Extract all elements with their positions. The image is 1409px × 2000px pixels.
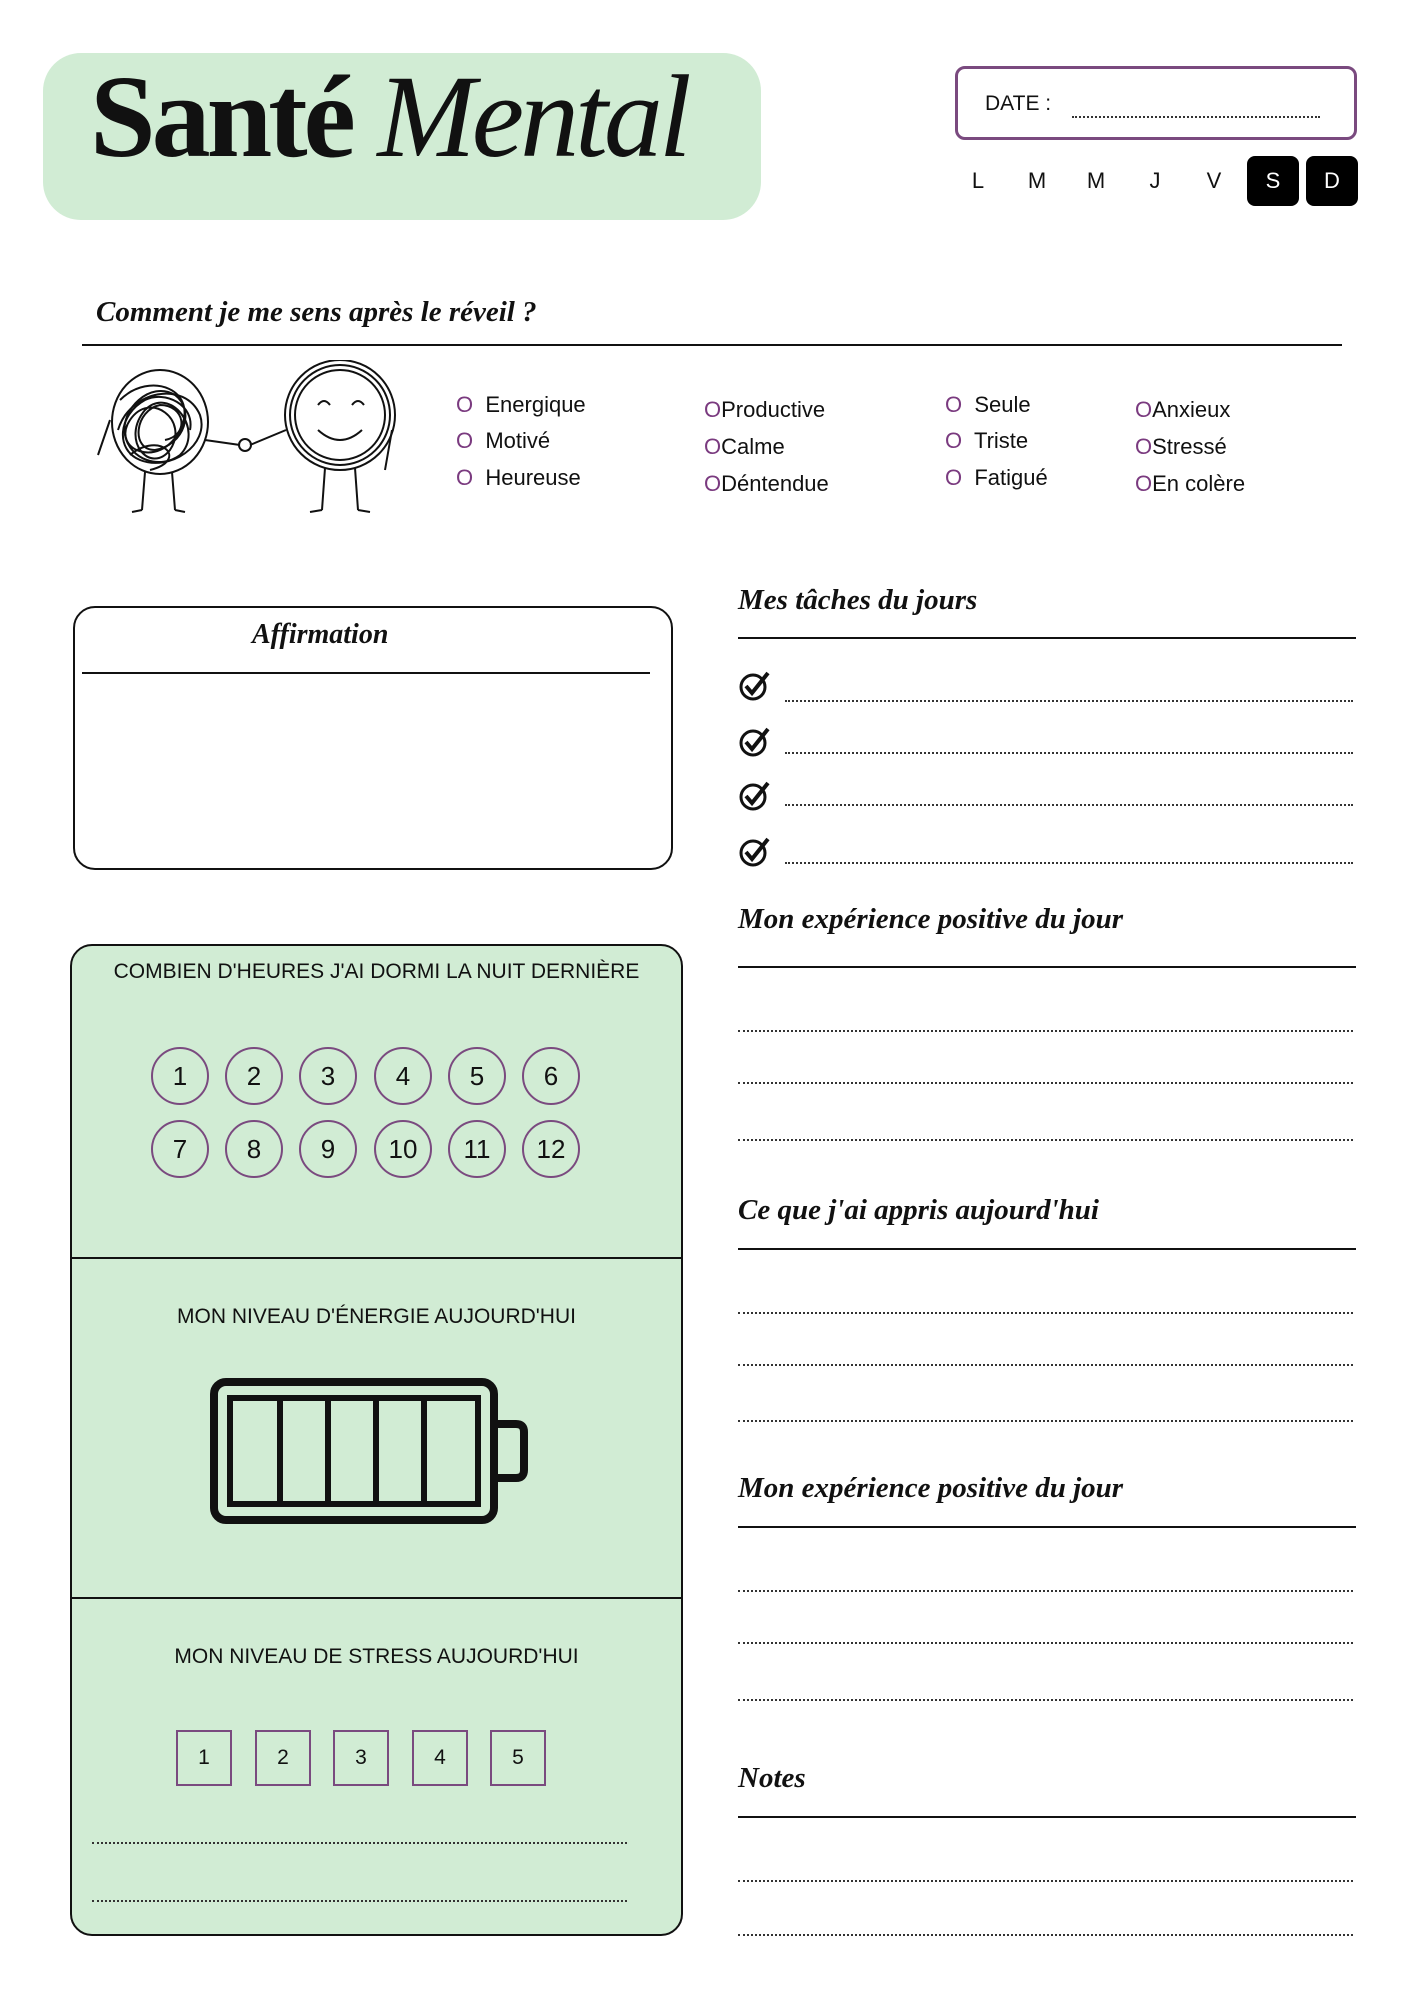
mood-label: Energique	[485, 392, 586, 417]
stress-option[interactable]: 4	[412, 1730, 468, 1786]
hour-option[interactable]: 10	[374, 1120, 432, 1178]
stress-option[interactable]: 3	[333, 1730, 389, 1786]
mood-radio-icon[interactable]: O	[704, 471, 722, 496]
affirmation-rule	[82, 672, 650, 674]
notes-rule	[738, 1816, 1356, 1818]
mood-label: Stressé	[1152, 434, 1227, 459]
mood-item[interactable]	[1135, 434, 1227, 460]
positive-title: Mon expérience positive du jour	[738, 903, 1124, 935]
task-line[interactable]	[785, 700, 1353, 702]
hour-option[interactable]: 2	[225, 1047, 283, 1105]
day-thursday[interactable]: J	[1149, 168, 1161, 193]
date-input-line[interactable]	[1072, 116, 1320, 118]
day-saturday[interactable]: S	[1247, 156, 1299, 206]
mood-radio-icon[interactable]: O	[1135, 434, 1153, 459]
learned-rule	[738, 1248, 1356, 1250]
day-tuesday[interactable]: M	[1027, 168, 1047, 193]
mood-item[interactable]	[945, 428, 1028, 454]
title-word-sante: Santé	[90, 51, 352, 182]
page-title	[90, 51, 688, 182]
tasks-title: Mes tâches du jours	[738, 584, 978, 616]
check-circle-icon[interactable]	[738, 726, 770, 763]
tasks-rule	[738, 637, 1356, 639]
day-wednesday[interactable]: M	[1086, 168, 1106, 193]
energy-caption: MON NIVEAU D'ÉNERGIE AUJOURD'HUI	[177, 1305, 576, 1328]
writing-line[interactable]	[738, 1139, 1353, 1141]
mood-item[interactable]	[945, 465, 1048, 491]
mood-radio-icon[interactable]: O	[704, 397, 722, 422]
notes-title: Notes	[738, 1762, 806, 1794]
check-circle-icon[interactable]	[738, 670, 770, 707]
mood-item[interactable]	[704, 471, 829, 497]
mood-item[interactable]	[704, 397, 825, 423]
hour-option[interactable]: 4	[374, 1047, 432, 1105]
check-circle-icon[interactable]	[738, 780, 770, 817]
hour-option[interactable]: 7	[151, 1120, 209, 1178]
battery-icon[interactable]	[210, 1378, 530, 1526]
mood-radio-icon[interactable]: O	[945, 465, 963, 490]
mood-item[interactable]	[945, 392, 1031, 418]
mood-item[interactable]	[456, 465, 581, 491]
hour-option[interactable]: 9	[299, 1120, 357, 1178]
hour-option[interactable]: 3	[299, 1047, 357, 1105]
stress-writing-line[interactable]	[92, 1900, 627, 1902]
writing-line[interactable]	[738, 1030, 1353, 1032]
mood-label: Fatigué	[974, 465, 1048, 490]
friends-doodle-icon	[90, 360, 400, 530]
mood-item[interactable]	[456, 428, 550, 454]
learned-title: Ce que j'ai appris aujourd'hui	[738, 1194, 1099, 1226]
mood-label: Déntendue	[721, 471, 829, 496]
day-sunday[interactable]: D	[1306, 156, 1358, 206]
mood-label: Seule	[974, 392, 1031, 417]
mood-radio-icon[interactable]: O	[945, 428, 963, 453]
title-word-mental: Mental	[377, 51, 688, 182]
hour-option[interactable]: 11	[448, 1120, 506, 1178]
mood-radio-icon[interactable]: O	[456, 428, 474, 453]
stress-option[interactable]: 5	[490, 1730, 546, 1786]
mood-label: Heureuse	[485, 465, 581, 490]
mood-label: Motivé	[485, 428, 551, 453]
check-circle-icon[interactable]	[738, 836, 770, 873]
mood-item[interactable]	[704, 434, 785, 460]
day-monday[interactable]: L	[971, 168, 985, 193]
hour-option[interactable]: 6	[522, 1047, 580, 1105]
task-line[interactable]	[785, 752, 1353, 754]
writing-line[interactable]	[738, 1642, 1353, 1644]
hour-option[interactable]: 1	[151, 1047, 209, 1105]
stress-option[interactable]: 1	[176, 1730, 232, 1786]
mood-label: Productive	[721, 397, 826, 422]
affirmation-title: Affirmation	[252, 619, 389, 650]
panel-divider	[70, 1257, 683, 1259]
mood-radio-icon[interactable]: O	[456, 465, 474, 490]
writing-line[interactable]	[738, 1699, 1353, 1701]
mood-item[interactable]	[456, 392, 586, 418]
mood-item[interactable]	[1135, 471, 1245, 497]
hour-option[interactable]: 5	[448, 1047, 506, 1105]
mood-label: Calme	[721, 434, 785, 459]
writing-line[interactable]	[738, 1082, 1353, 1084]
mood-radio-icon[interactable]: O	[456, 392, 474, 417]
mood-label: Anxieux	[1152, 397, 1231, 422]
writing-line[interactable]	[738, 1880, 1353, 1882]
day-friday[interactable]: V	[1206, 168, 1222, 193]
hour-option[interactable]: 8	[225, 1120, 283, 1178]
mood-radio-icon[interactable]: O	[704, 434, 722, 459]
mood-radio-icon[interactable]: O	[1135, 397, 1153, 422]
task-line[interactable]	[785, 804, 1353, 806]
mood-label: Triste	[973, 428, 1029, 453]
positive-rule-2	[738, 1526, 1356, 1528]
stress-caption: MON NIVEAU DE STRESS AUJOURD'HUI	[174, 1645, 579, 1668]
writing-line[interactable]	[738, 1364, 1353, 1366]
mood-label: En colère	[1152, 471, 1246, 496]
writing-line[interactable]	[738, 1312, 1353, 1314]
stress-option[interactable]: 2	[255, 1730, 311, 1786]
panel-divider	[70, 1597, 683, 1599]
writing-line[interactable]	[738, 1934, 1353, 1936]
mood-radio-icon[interactable]: O	[1135, 471, 1153, 496]
sleep-caption: COMBIEN D'HEURES J'AI DORMI LA NUIT DERNIÈRE	[113, 960, 640, 983]
hour-option[interactable]: 12	[522, 1120, 580, 1178]
writing-line[interactable]	[738, 1590, 1353, 1592]
task-line[interactable]	[785, 862, 1353, 864]
positive-rule	[738, 966, 1356, 968]
positive-title-2: Mon expérience positive du jour	[738, 1472, 1124, 1504]
stress-writing-line[interactable]	[92, 1842, 627, 1844]
wakeup-rule	[82, 344, 1342, 346]
mood-item[interactable]	[1135, 397, 1230, 423]
mood-radio-icon[interactable]: O	[945, 392, 963, 417]
writing-line[interactable]	[738, 1420, 1353, 1422]
wakeup-question: Comment je me sens après le réveil ?	[96, 296, 537, 328]
date-label: DATE :	[985, 92, 1052, 115]
